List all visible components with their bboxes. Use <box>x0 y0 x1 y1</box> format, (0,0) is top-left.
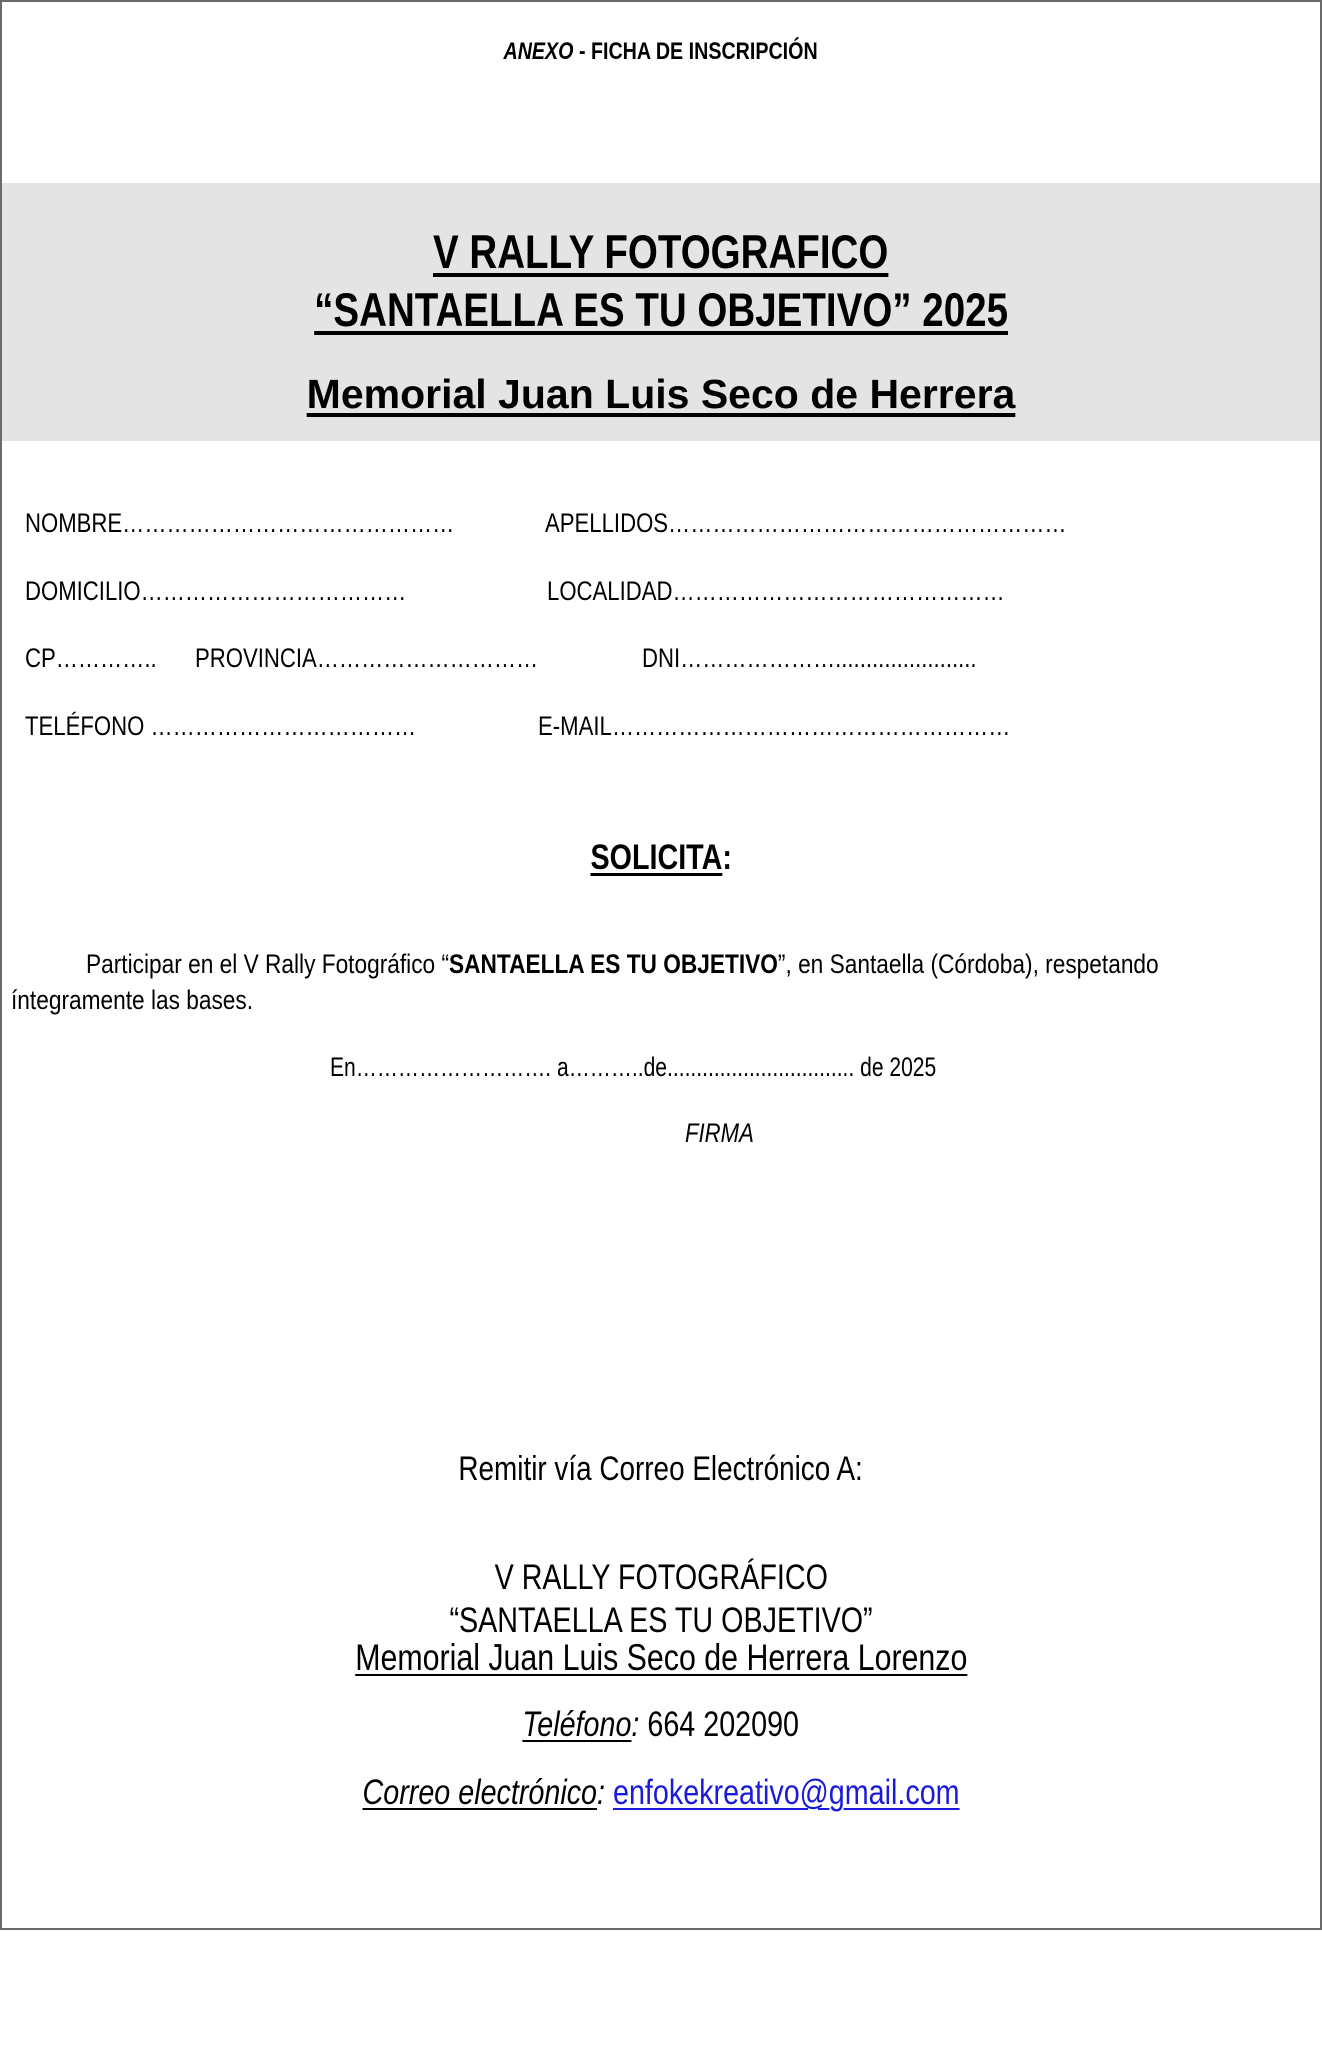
event-subtitle <box>2 283 1320 336</box>
paragraph-text-3: íntegramente las bases. <box>11 985 254 1015</box>
org-line3 <box>2 1639 1320 1676</box>
memorial-title <box>2 371 1320 417</box>
field-telefono-label: TELÉFONO ……………………………… <box>25 711 417 741</box>
field-dni[interactable] <box>642 645 1050 672</box>
signature-label <box>685 1120 769 1147</box>
org-line2-text: “SANTAELLA ES TU OBJETIVO” <box>449 1601 873 1640</box>
annex-separator: - <box>573 38 592 65</box>
paragraph-bold-event: SANTAELLA ES TU OBJETIVO <box>449 949 778 979</box>
request-heading-text: SOLICITA <box>590 838 723 877</box>
email-colon: : <box>596 1773 605 1812</box>
request-paragraph-line2 <box>11 987 299 1014</box>
field-apellidos-label: APELLIDOS……………………………………………… <box>545 508 1067 538</box>
field-cp-label: CP………….. <box>25 643 157 673</box>
org-line2 <box>2 1603 1320 1638</box>
field-domicilio[interactable] <box>25 578 490 605</box>
request-paragraph-line1 <box>86 951 1322 978</box>
field-email-label: E-MAIL……………………………………………… <box>538 711 1011 741</box>
field-apellidos[interactable] <box>545 510 1181 537</box>
field-provincia-label: PROVINCIA………………………… <box>195 643 539 673</box>
request-heading-colon: : <box>722 838 732 877</box>
phone-colon: : <box>631 1705 640 1744</box>
phone-label: Teléfono <box>522 1705 632 1744</box>
org-line1 <box>2 1560 1320 1595</box>
form-title: FICHA DE INSCRIPCIÓN <box>591 38 819 65</box>
request-heading <box>2 840 1320 875</box>
memorial-title-text: Memorial Juan Luis Seco de Herrera <box>306 371 1016 417</box>
field-domicilio-label: DOMICILIO……………………………… <box>25 576 407 606</box>
contact-phone <box>2 1707 1320 1742</box>
field-nombre-label: NOMBRE……………………………………… <box>25 508 455 538</box>
field-cp[interactable] <box>25 645 186 672</box>
signature-label-text: FIRMA <box>685 1118 754 1148</box>
date-line[interactable] <box>330 1054 1107 1081</box>
send-instruction-text: Remitir vía Correo Electrónico A: <box>458 1450 864 1488</box>
org-line3-text: Memorial Juan Luis Seco de Herrera Lorenzo <box>354 1637 968 1678</box>
field-provincia[interactable] <box>195 645 614 672</box>
field-email[interactable] <box>538 713 1114 740</box>
field-localidad[interactable] <box>547 578 1105 605</box>
event-title-line2: “SANTAELLA ES TU OBJETIVO” 2025 <box>314 283 1008 336</box>
date-line-text: En………………………. a………..de................................ de 2025 <box>330 1052 937 1082</box>
phone-value: 664 202090 <box>639 1705 800 1744</box>
field-telefono[interactable] <box>25 713 502 740</box>
send-instruction <box>2 1452 1320 1486</box>
paragraph-text-1: Participar en el V Rally Fotográfico “ <box>86 949 450 979</box>
email-label: Correo electrónico <box>362 1773 597 1812</box>
event-title <box>2 225 1320 278</box>
field-dni-label: DNI…………………....................... <box>642 643 977 673</box>
annex-label: ANEXO <box>503 38 574 65</box>
annex-header <box>2 40 1320 64</box>
event-title-line1: V RALLY FOTOGRAFICO <box>433 225 889 278</box>
contact-email <box>2 1775 1320 1810</box>
field-nombre[interactable] <box>25 510 549 537</box>
field-localidad-label: LOCALIDAD……………………………………… <box>547 576 1005 606</box>
org-line1-text: V RALLY FOTOGRÁFICO <box>494 1558 828 1597</box>
paragraph-text-2: ”, en Santaella (Córdoba), respetando <box>777 949 1159 979</box>
email-link[interactable]: enfokekreativo@gmail.com <box>612 1773 960 1812</box>
